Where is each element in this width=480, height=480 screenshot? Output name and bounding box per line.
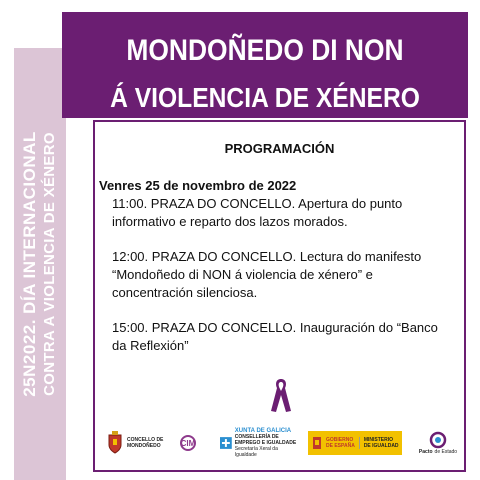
purple-ribbon-icon bbox=[269, 377, 293, 413]
programme-title: PROGRAMACIÓN bbox=[224, 141, 335, 156]
side-line-2: CONTRA A VIOLENCIA DE XÉNERO bbox=[41, 132, 58, 396]
event-item bbox=[112, 319, 442, 355]
xunta-label: EMPREGO E IGUALDADE bbox=[234, 440, 297, 446]
event-line: 15:00. PRAZA DO CONCELLO. Inauguración do “Banco bbox=[112, 320, 438, 335]
gobierno-espana-logo bbox=[308, 420, 408, 466]
cim-logo bbox=[180, 420, 214, 466]
event-item bbox=[112, 248, 442, 302]
gobierno-label: DE ESPAÑA bbox=[326, 443, 355, 449]
cim-text: CIM bbox=[180, 439, 196, 448]
event-line: 12:00. PRAZA DO CONCELLO. Lectura do manifesto bbox=[112, 249, 422, 264]
event-item bbox=[112, 195, 442, 231]
pacto-label: Pacto bbox=[418, 449, 433, 455]
xunta-cross-icon bbox=[220, 437, 232, 449]
ministerio-label: DE IGUALDAD bbox=[363, 443, 399, 449]
gobierno-label: GOBIERNO bbox=[326, 437, 354, 443]
xunta-galicia-logo bbox=[220, 420, 300, 466]
spain-coat-of-arms-icon bbox=[311, 435, 323, 451]
event-line: 11:00. PRAZA DO CONCELLO. Apertura do punto bbox=[112, 196, 403, 211]
xunta-label: Secretaría Xeral da Igualdade bbox=[234, 446, 278, 458]
concello-mondonedo-logo bbox=[106, 420, 174, 466]
event-line: “Mondoñedo di NON á violencia de xénero” e bbox=[112, 267, 373, 282]
xunta-label: CONSELLERÍA DE bbox=[234, 434, 279, 440]
pacto-estado-logo bbox=[416, 420, 460, 466]
header-title-line-1: MONDOÑEDO DI NON bbox=[126, 34, 404, 67]
ministerio-label: MINISTERIO bbox=[363, 437, 393, 443]
event-line: da Reflexión” bbox=[112, 338, 189, 353]
event-line: concentración silenciosa. bbox=[112, 285, 258, 300]
pacto-circle-icon bbox=[429, 431, 447, 449]
side-vertical-text bbox=[14, 48, 66, 480]
event-list bbox=[112, 195, 442, 372]
header-banner bbox=[62, 12, 468, 118]
event-line: informativo e reparto dos lazos morados. bbox=[112, 214, 348, 229]
pacto-label: de Estado bbox=[434, 449, 458, 455]
header-title-line-2: Á VIOLENCIA DE XÉNERO bbox=[110, 82, 420, 113]
xunta-label: XUNTA DE GALICIA bbox=[234, 428, 292, 434]
concello-label: MONDOÑEDO bbox=[127, 443, 161, 449]
side-line-1: 25N2022. DÍA INTERNACIONAL bbox=[20, 131, 39, 397]
coat-of-arms-icon bbox=[106, 431, 124, 455]
concello-label: CONCELLO DE bbox=[127, 437, 164, 443]
sponsor-logos bbox=[100, 420, 466, 466]
event-date: Venres 25 de novembro de 2022 bbox=[99, 178, 297, 193]
